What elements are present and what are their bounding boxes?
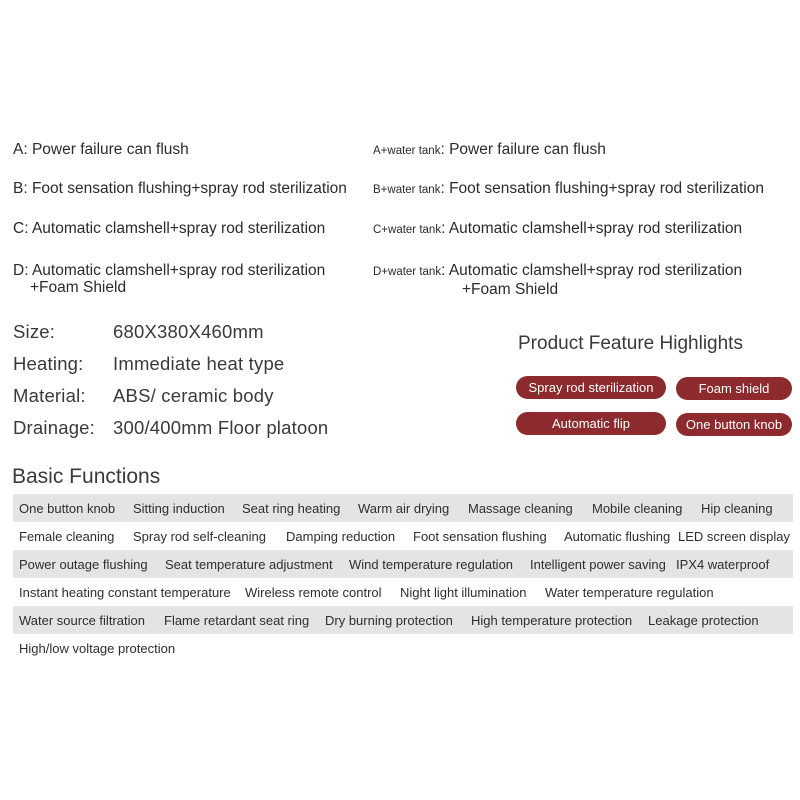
function-cell: Foot sensation flushing bbox=[413, 529, 547, 544]
tank-option-d bbox=[373, 262, 742, 298]
tank-prefix: D+water tank bbox=[373, 266, 442, 278]
function-cell: Hip cleaning bbox=[701, 501, 773, 516]
function-cell: Flame retardant seat ring bbox=[164, 613, 310, 628]
function-cell: Massage cleaning bbox=[468, 501, 573, 516]
function-cell: Wireless remote control bbox=[245, 585, 382, 600]
spec-size-value: 680X380X460mm bbox=[113, 321, 264, 342]
function-cell: Seat ring heating bbox=[242, 501, 341, 516]
option-text: Power failure can flush bbox=[31, 141, 189, 158]
function-cell: Automatic flushing bbox=[564, 529, 671, 544]
option-b bbox=[13, 180, 347, 197]
table-row bbox=[13, 606, 793, 634]
function-cell: Dry burning protection bbox=[325, 613, 453, 628]
basic-functions-title: Basic Functions bbox=[12, 465, 161, 488]
function-cell: One button knob bbox=[19, 501, 116, 516]
function-cell: Night light illumination bbox=[400, 585, 527, 600]
highlight-badge: Spray rod sterilization bbox=[516, 376, 666, 399]
option-letter: B: bbox=[13, 180, 28, 197]
option-text: Automatic clamshell+spray rod sterilization bbox=[31, 262, 326, 279]
tank-prefix: B+water tank bbox=[373, 184, 441, 196]
function-cell: Seat temperature adjustment bbox=[165, 557, 333, 572]
tank-prefix: C+water tank bbox=[373, 224, 442, 236]
option-continuation: +Foam Shield bbox=[30, 279, 127, 296]
option-letter: C: bbox=[13, 220, 29, 237]
table-row bbox=[13, 634, 793, 662]
function-cell: High temperature protection bbox=[471, 613, 633, 628]
spec-heating-label: Heating: bbox=[13, 353, 84, 374]
table-row bbox=[13, 522, 793, 550]
function-cell: LED screen display bbox=[678, 529, 790, 544]
spec-material-value: ABS/ ceramic body bbox=[113, 385, 274, 406]
tank-option-text: : Automatic clamshell+spray rod sterilization bbox=[441, 262, 743, 279]
function-cell: Sitting induction bbox=[133, 501, 225, 516]
table-row bbox=[13, 550, 793, 578]
function-cell: Spray rod self-cleaning bbox=[133, 529, 266, 544]
tank-prefix: A+water tank bbox=[373, 145, 441, 157]
spec-size-label: Size: bbox=[13, 321, 56, 342]
option-letter: D: bbox=[13, 262, 29, 279]
function-cell: Warm air drying bbox=[358, 501, 450, 516]
tank-option-continuation: +Foam Shield bbox=[462, 281, 559, 298]
option-d bbox=[13, 262, 325, 296]
tank-option-text: : Foot sensation flushing+spray rod sterilization bbox=[440, 180, 764, 197]
tank-option-b bbox=[373, 180, 764, 199]
table-row bbox=[13, 578, 793, 606]
function-cell: Female cleaning bbox=[19, 529, 115, 544]
function-cell: Leakage protection bbox=[648, 613, 759, 628]
function-cell: Power outage flushing bbox=[19, 557, 148, 572]
highlight-badge: Automatic flip bbox=[516, 412, 666, 435]
tank-option-a bbox=[373, 141, 606, 160]
function-cell: Water temperature regulation bbox=[545, 585, 714, 600]
basic-functions-table bbox=[13, 494, 793, 662]
tank-option-c bbox=[373, 220, 742, 239]
spec-drainage-label: Drainage: bbox=[13, 417, 96, 438]
option-a bbox=[13, 141, 189, 158]
highlight-badge: One button knob bbox=[676, 413, 792, 436]
highlights-title: Product Feature Highlights bbox=[518, 333, 743, 354]
spec-drainage-value: 300/400mm Floor platoon bbox=[113, 417, 329, 438]
function-cell: Intelligent power saving bbox=[530, 557, 666, 572]
function-cell: Water source filtration bbox=[19, 613, 145, 628]
option-letter: A: bbox=[13, 141, 28, 158]
tank-option-text: : Automatic clamshell+spray rod sterilization bbox=[441, 220, 743, 237]
option-c bbox=[13, 220, 325, 237]
function-cell: IPX4 waterproof bbox=[676, 557, 770, 572]
spec-material-label: Material: bbox=[13, 385, 86, 406]
function-cell: Wind temperature regulation bbox=[349, 557, 514, 572]
function-cell: High/low voltage protection bbox=[19, 641, 176, 656]
highlight-badge: Foam shield bbox=[676, 377, 792, 400]
option-text: Foot sensation flushing+spray rod sterilization bbox=[31, 180, 347, 197]
table-row bbox=[13, 494, 793, 522]
function-cell: Instant heating constant temperature bbox=[19, 585, 231, 600]
spec-heating-value: Immediate heat type bbox=[113, 353, 285, 374]
tank-option-text: : Power failure can flush bbox=[440, 141, 606, 158]
function-cell: Damping reduction bbox=[286, 529, 396, 544]
function-cell: Mobile cleaning bbox=[592, 501, 683, 516]
option-text: Automatic clamshell+spray rod sterilization bbox=[31, 220, 326, 237]
